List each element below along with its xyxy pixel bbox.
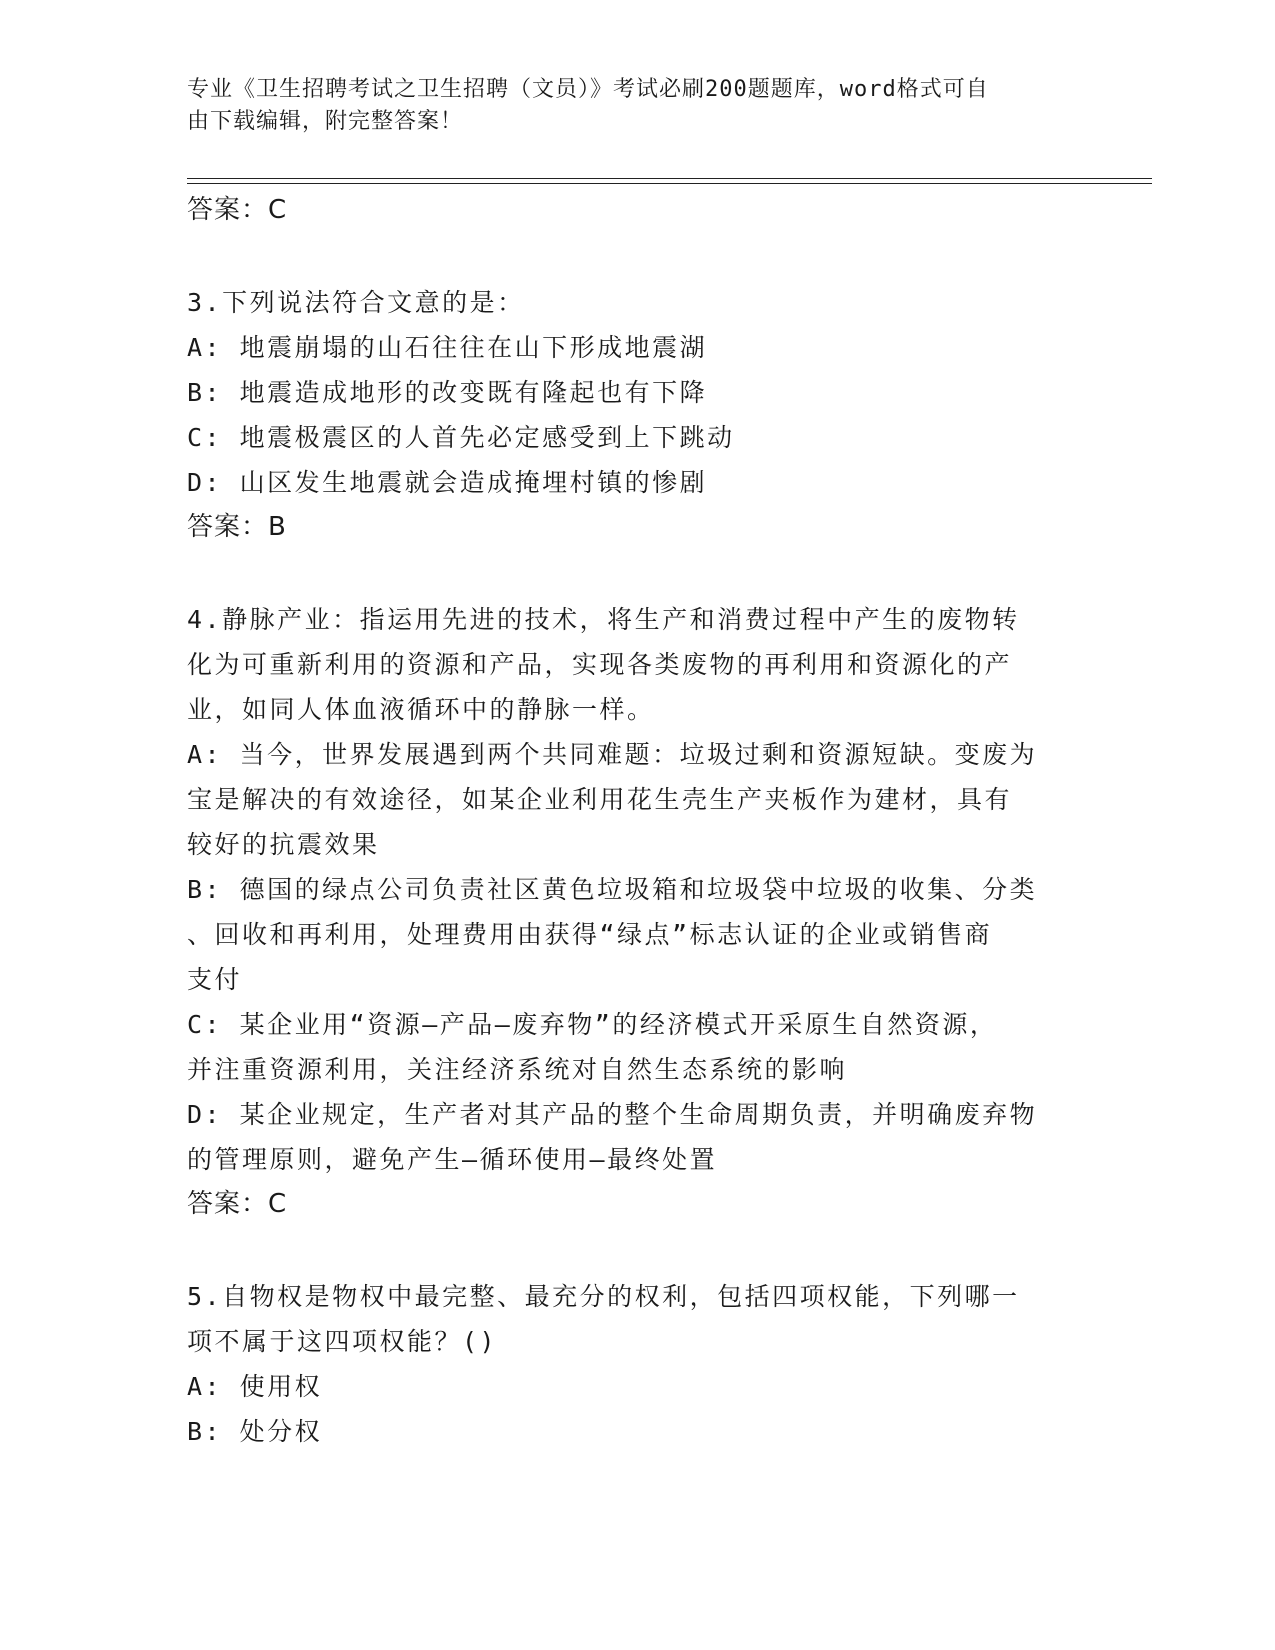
option-b: B: 处分权	[187, 1417, 323, 1446]
option-b-line: B: 德国的绿点公司负责社区黄色垃圾箱和垃圾袋中垃圾的收集、分类	[187, 875, 1038, 904]
question-3	[187, 280, 1067, 550]
question-4	[187, 597, 1067, 1227]
option-b: B: 地震造成地形的改变既有隆起也有下降	[187, 378, 708, 407]
question-stem-line: 化为可重新利用的资源和产品，实现各类废物的再利用和资源化的产	[187, 650, 1013, 679]
question-stem-line: 5.自物权是物权中最完整、最充分的权利，包括四项权能，下列哪一	[187, 1282, 1020, 1311]
spacer	[187, 1227, 1067, 1274]
spacer	[187, 550, 1067, 597]
option-a-line: 较好的抗震效果	[187, 830, 380, 859]
spacer	[187, 233, 1067, 280]
question-stem-line: 项不属于这四项权能？()	[187, 1327, 498, 1356]
option-c-line: C: 某企业用“资源—产品—废弃物”的经济模式开采原生自然资源，	[187, 1010, 998, 1039]
question-stem-line: 4.静脉产业：指运用先进的技术，将生产和消费过程中产生的废物转	[187, 605, 1020, 634]
header-rule-top	[187, 178, 1152, 179]
option-c: C: 地震极震区的人首先必定感受到上下跳动	[187, 423, 735, 452]
document-header	[187, 74, 1067, 138]
question-stem: 3.下列说法符合文意的是：	[187, 288, 525, 317]
header-rule-bottom	[187, 183, 1152, 184]
option-b-line: 支付	[187, 965, 243, 994]
header-line-1: 专业《卫生招聘考试之卫生招聘（文员）》考试必刷200题题库，word格式可自	[187, 77, 989, 102]
question-content	[187, 188, 1067, 1454]
option-d: D: 山区发生地震就会造成掩埋村镇的惨剧	[187, 468, 708, 497]
option-b-line: 、回收和再利用，处理费用由获得“绿点”标志认证的企业或销售商	[187, 920, 993, 949]
option-d-line: 的管理原则，避免产生—循环使用—最终处置	[187, 1145, 718, 1174]
option-c-line: 并注重资源利用，关注经济系统对自然生态系统的影响	[187, 1055, 848, 1084]
answer-q4: 答案：C	[187, 1189, 288, 1219]
answer-q3: 答案：B	[187, 512, 287, 542]
option-d-line: D: 某企业规定，生产者对其产品的整个生命周期负责，并明确废弃物	[187, 1100, 1038, 1129]
option-a-line: A: 当今，世界发展遇到两个共同难题：垃圾过剩和资源短缺。变废为	[187, 740, 1038, 769]
question-5	[187, 1274, 1067, 1454]
option-a-line: 宝是解决的有效途径，如某企业利用花生壳生产夹板作为建材，具有	[187, 785, 1013, 814]
option-a: A: 使用权	[187, 1372, 323, 1401]
option-a: A: 地震崩塌的山石往往在山下形成地震湖	[187, 333, 708, 362]
header-line-2: 由下载编辑，附完整答案！	[187, 109, 464, 134]
answer-q2: 答案：C	[187, 195, 288, 225]
question-stem-line: 业，如同人体血液循环中的静脉一样。	[187, 695, 655, 724]
